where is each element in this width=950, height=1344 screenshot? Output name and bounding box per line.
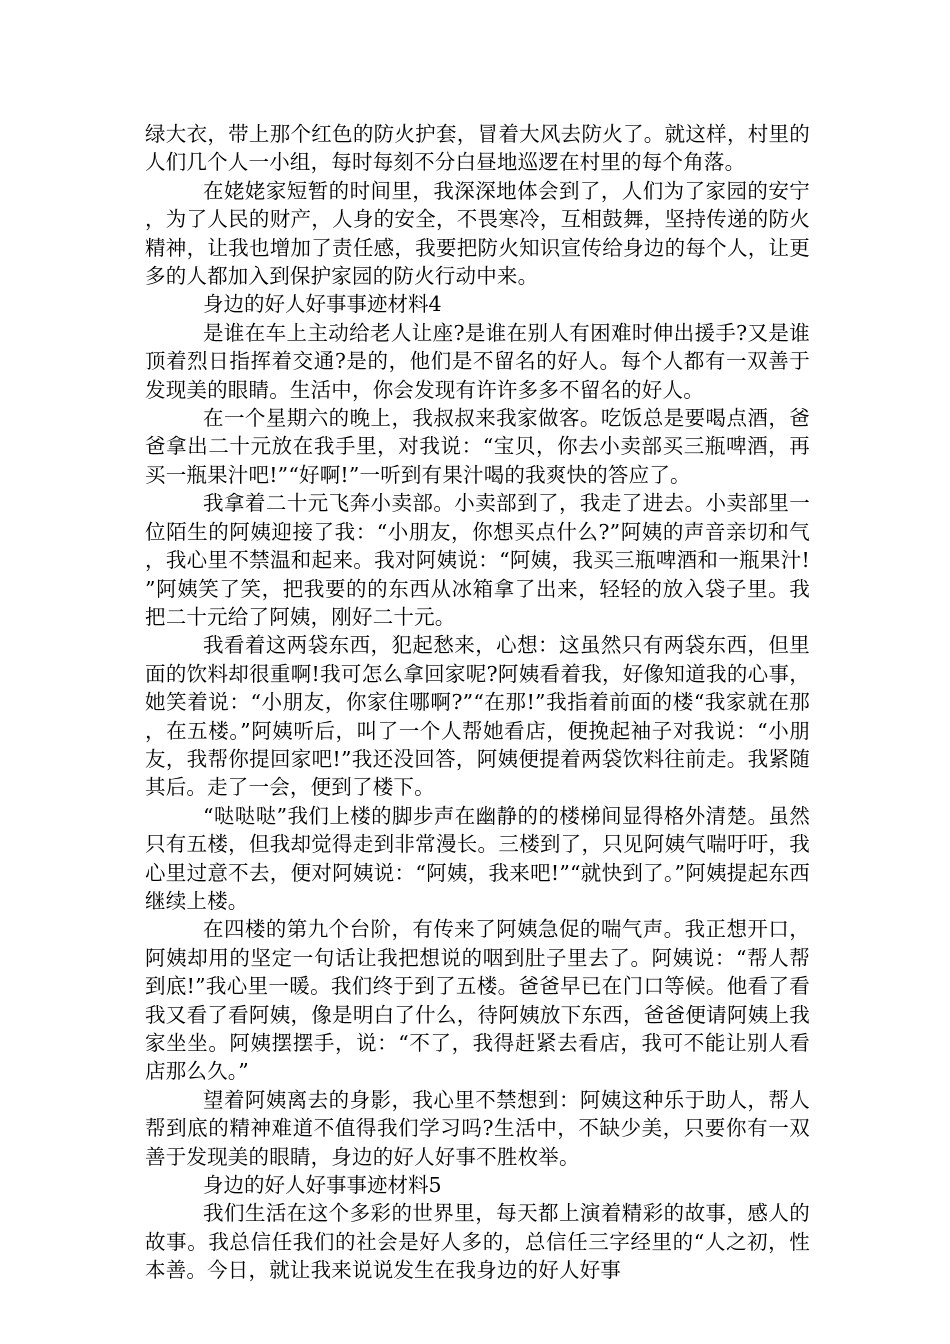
paragraph: 在一个星期六的晚上，我叔叔来我家做客。吃饭总是要喝点酒，爸爸拿出二十元放在我手里，对我说：“宝贝，你去小卖部买三瓶啤酒，再买一瓶果汁吧!”“好啊!”一听到有果汁喝的我爽快的答应了。: [145, 406, 810, 487]
paragraph: 我看着这两袋东西，犯起愁来，心想：这虽然只有两袋东西，但里面的饮料却很重啊!我可怎么拿回家呢?阿姨看着我，好像知道我的心事，她笑着说：“小朋友，你家住哪啊?”“在那!”我指着前面的楼“我家就在那，在五楼。”阿姨听后，叫了一个人帮她看店，便挽起袖子对我说：“小朋友，我帮你提回家吧!”我还没回答，阿姨便提着两袋饮料往前走。我紧随其后。走了一会，便到了楼下。: [145, 633, 810, 800]
paragraph: 我拿着二十元飞奔小卖部。小卖部到了，我走了进去。小卖部里一位陌生的阿姨迎接了我：“小朋友，你想买点什么?”阿姨的声音亲切和气，我心里不禁温和起来。我对阿姨说：“阿姨，我买三瓶啤酒和一瓶果汁!”阿姨笑了笑，把我要的的东西从冰箱拿了出来，轻轻的放入袋子里。我把二十元给了阿姨，刚好二十元。: [145, 491, 810, 629]
paragraph-continuation: 绿大衣，带上那个红色的防火护套，冒着大风去防火了。就这样，村里的人们几个人一小组，每时每刻不分白昼地巡逻在村里的每个角落。: [145, 122, 810, 175]
section-heading: 身边的好人好事事迹材料5: [203, 1173, 442, 1198]
section-heading: 身边的好人好事事迹材料4: [203, 292, 442, 317]
paragraph: “哒哒哒”我们上楼的脚步声在幽静的的楼梯间显得格外清楚。虽然只有五楼，但我却觉得走到非常漫长。三楼到了，只见阿姨气喘吁吁，我心里过意不去，便对阿姨说：“阿姨，我来吧!”“就快到了。”阿姨提起东西继续上楼。: [145, 803, 810, 913]
paragraph: 在四楼的第九个台阶，有传来了阿姨急促的喘气声。我正想开口，阿姨却用的坚定一句话让我把想说的咽到肚子里去了。阿姨说：“帮人帮到底!”我心里一暖。我们终于到了五楼。爸爸早已在门口等候。他看了看我又看了看阿姨，像是明白了什么，待阿姨放下东西，爸爸便请阿姨上我家坐坐。阿姨摆摆手，说：“不了，我得赶紧去看店，我可不能让别人看店那么久。”: [145, 917, 810, 1084]
paragraph: 是谁在车上主动给老人让座?是谁在别人有困难时伸出援手?又是谁顶着烈日指挥着交通?是的，他们是不留名的好人。每个人都有一双善于发现美的眼睛。生活中，你会发现有许许多多不留名的好人。: [145, 320, 810, 402]
document-page: [145, 120, 810, 1285]
paragraph: 我们生活在这个多彩的世界里，每天都上演着精彩的故事，感人的故事。我总信任我们的社会是好人多的，总信任三字经里的“人之初，性本善。今日，就让我来说说发生在我身边的好人好事: [145, 1201, 810, 1283]
paragraph: 望着阿姨离去的身影，我心里不禁想到：阿姨这种乐于助人，帮人帮到底的精神难道不值得我们学习吗?生活中，不缺少美，只要你有一双善于发现美的眼睛，身边的好人好事不胜枚举。: [145, 1087, 810, 1169]
paragraph: 在姥姥家短暂的时间里，我深深地体会到了，人们为了家园的安宁，为了人民的财产，人身的安全，不畏寒冷，互相鼓舞，坚持传递的防火精神，让我也增加了责任感，我要把防火知识宣传给身边的每个人，让更多的人都加入到保护家园的防火行动中来。: [145, 178, 810, 289]
